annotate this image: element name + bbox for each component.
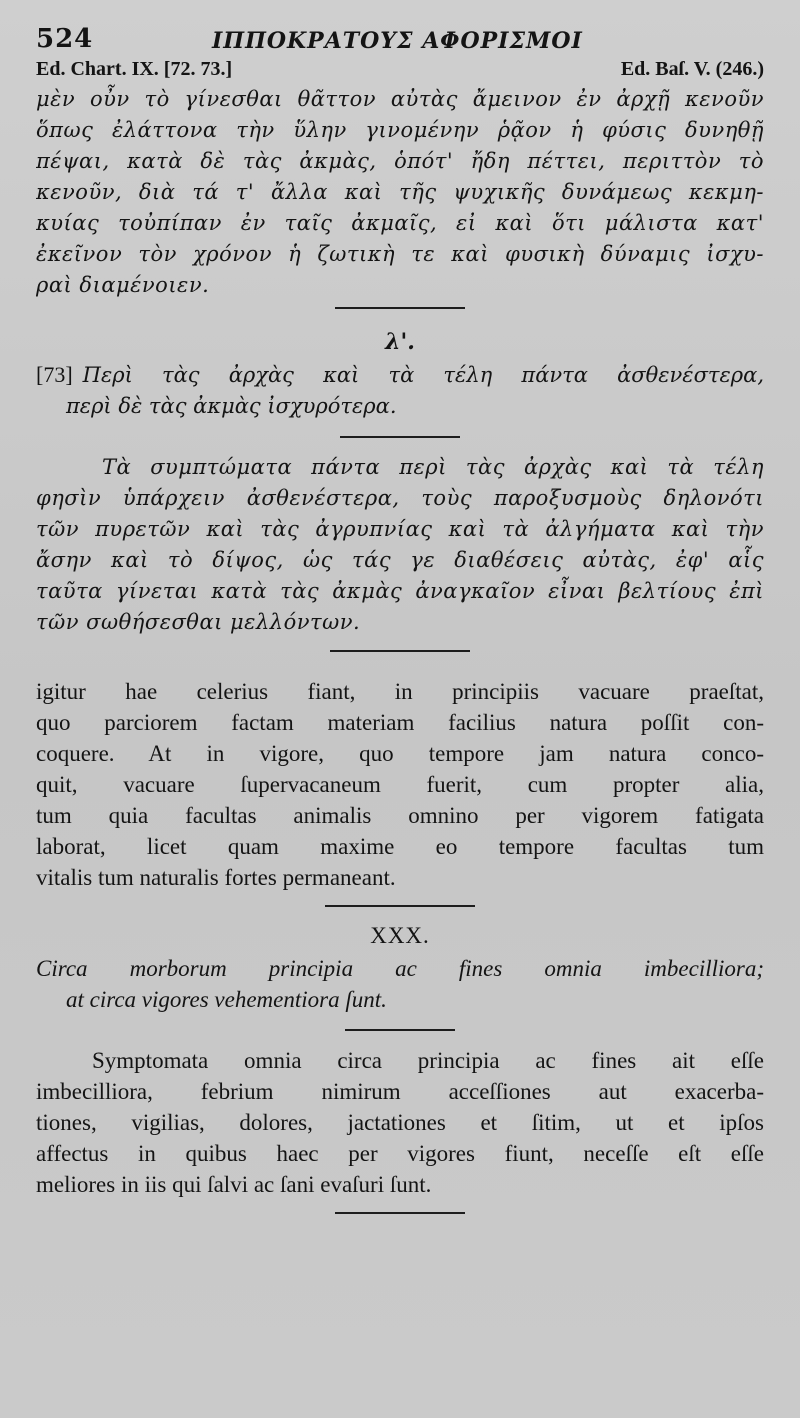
aphorism-greek-line: [73] Περὶ τὰς ἀρχὰς καὶ τὰ τέλη πάντα ἀσθενέστερα, — [36, 362, 764, 387]
section-divider — [325, 905, 475, 907]
greek-commentary-line: τῶν πυρετῶν καὶ τὰς ἀγρυπνίας καὶ τὰ ἀλγήματα καὶ τὴν — [36, 517, 764, 541]
section-divider — [345, 1029, 455, 1031]
greek-commentary-2 — [36, 452, 764, 638]
edition-reference-right: Ed. Baſ. V. (246.) — [620, 58, 764, 80]
aphorism-latin-line: Circa morborum principia ac fines omnia imbecilliora; — [36, 956, 764, 981]
aphorism-latin — [36, 953, 764, 1015]
section-divider — [330, 650, 470, 652]
latin-commentary-line: tum quia facultas animalis omnino per vigorem fatigata — [36, 803, 764, 828]
aphorism-number: [73] — [36, 362, 73, 387]
page-number: 524 — [36, 24, 94, 54]
latin-commentary-line: quit, vacuare ſupervacaneum fuerit, cum propter alia, — [36, 772, 764, 797]
edition-reference-left: Ed. Chart. IX. [72. 73.] — [36, 58, 233, 80]
greek-commentary-line: τῶν σωθήσεσθαι μελλόντων. — [36, 610, 361, 634]
greek-commentary-line: Τὰ συμπτώματα πάντα περὶ τὰς ἀρχὰς καὶ τὰ τέλη — [102, 455, 764, 479]
running-title: ΙΠΠΟΚΡΑΤΟΥΣ ΑΦΟΡΙΣΜΟΙ — [212, 28, 583, 54]
section-divider — [335, 1212, 465, 1214]
section-divider — [340, 436, 460, 438]
page-header — [36, 18, 764, 58]
aphorism-numeral-greek: λ'. — [385, 329, 415, 355]
latin-commentary-line: tiones, vigilias, dolores, jactationes et ſitim, ut et ipſos — [36, 1110, 764, 1135]
latin-commentary-line: imbecilliora, febrium nimirum acceſſiones aut exacerba- — [36, 1079, 764, 1104]
greek-commentary-line: ἐκεῖνον τὸν χρόνον ἡ ζωτικὴ τε καὶ φυσικὴ δύναμις ἰσχυ- — [36, 242, 764, 266]
greek-commentary-line: κυίας τοὐπίπαν ἐν ταῖς ἀκμαῖς, εἰ καὶ ὅτι μάλιστα κατ' — [36, 211, 764, 235]
latin-commentary-line: affectus in quibus haec per vigores fiunt, neceſſe eſt eſſe — [36, 1141, 764, 1166]
latin-commentary-line: quo parciorem factam materiam facilius natura poſſit con- — [36, 710, 764, 735]
greek-commentary-line: κενοῦν, διὰ τά τ' ἄλλα καὶ τῆς ψυχικῆς δυνάμεως κεκμη- — [36, 180, 764, 204]
greek-commentary-line: φησὶν ὑπάρχειν ἀσθενέστερα, τοὺς παροξυσμοὺς δηλονότι — [36, 486, 764, 510]
aphorism-greek-line: περὶ δὲ τὰς ἀκμὰς ἰσχυρότερα. — [66, 394, 397, 418]
aphorism-numeral-latin: XXX. — [370, 923, 430, 948]
latin-commentary-line: meliores in iis qui ſalvi ac ſani evaſuri ſunt. — [36, 1172, 432, 1197]
latin-commentary-line: vitalis tum naturalis fortes permaneant. — [36, 865, 396, 890]
greek-commentary-line: ἄσην καὶ τὸ δίψος, ὡς τάς γε διαθέσεις αὐτὰς, ἐφ' αἷς — [36, 548, 764, 572]
latin-commentary-line: Symptomata omnia circa principia ac fines ait eſſe — [92, 1048, 764, 1073]
edition-reference-line — [36, 58, 764, 84]
latin-commentary-line: igitur hae celerius fiant, in principiis vacuare praeſtat, — [36, 679, 764, 704]
latin-commentary — [36, 676, 764, 893]
aphorism-latin-line: at circa vigores vehementiora ſunt. — [66, 987, 387, 1012]
greek-commentary-line: ραὶ διαμένοιεν. — [36, 273, 210, 297]
greek-commentary-line: ταῦτα γίνεται κατὰ τὰς ἀκμὰς ἀναγκαῖον εἶναι βελτίους ἐπὶ — [36, 579, 764, 603]
section-divider — [335, 307, 465, 309]
greek-commentary-line: πέψαι, κατὰ δὲ τὰς ἀκμὰς, ὁπότ' ἤδη πέττει, περιττὸν τὸ — [36, 149, 764, 173]
latin-commentary-line: laborat, licet quam maxime eo tempore facultas tum — [36, 834, 764, 859]
latin-commentary-line: coquere. At in vigore, quo tempore jam natura conco- — [36, 741, 764, 766]
greek-commentary — [36, 84, 764, 301]
greek-commentary-line: ὅπως ἐλάττονα τὴν ὕλην γινομένην ῥᾷον ἡ φύσις δυνηθῇ — [36, 118, 764, 142]
aphorism-greek — [36, 359, 764, 422]
latin-commentary-2 — [36, 1045, 764, 1200]
greek-commentary-line: μὲν οὖν τὸ γίνεσθαι θᾶττον αὐτὰς ἄμεινον ἐν ἀρχῇ κενοῦν — [36, 87, 764, 111]
